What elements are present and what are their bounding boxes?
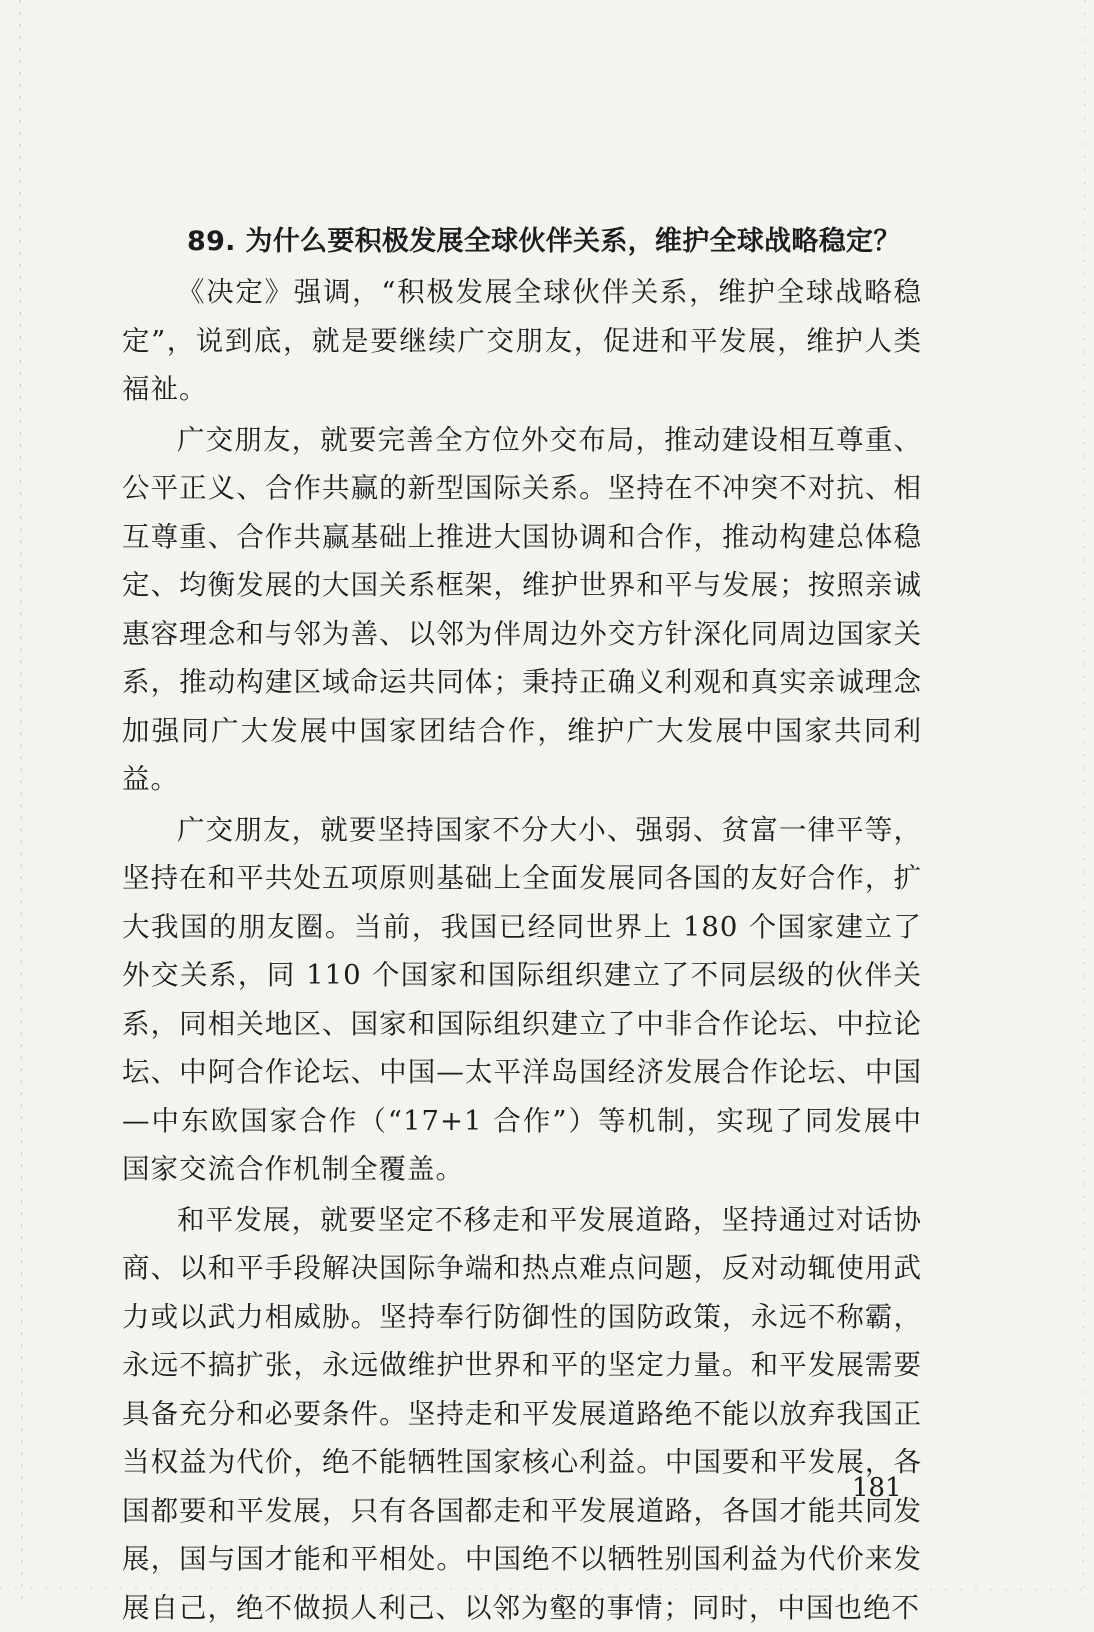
paragraph-2: 广交朋友，就要完善全方位外交布局，推动建设相互尊重、公平正义、合作共赢的新型国际关系。坚持在不冲突不对抗、相互尊重、合作共赢基础上推进大国协调和合作，推动构建总体稳定、均衡发展的大国关系框架，维护世界和平与发展；按照亲诚惠容理念和与邻为善、以邻为伴周边外交方针深化同周边国家关系，推动构建区域命运共同体；秉持正确义利观和真实亲诚理念加强同广大发展中国家团结合作，维护广大发展中国家共同利益。: [122, 416, 922, 804]
paragraph-4: 和平发展，就要坚定不移走和平发展道路，坚持通过对话协商、以和平手段解决国际争端和热点难点问题，反对动辄使用武力或以武力相威胁。坚持奉行防御性的国防政策，永远不称霸，永远不搞扩张，永远做维护世界和平的坚定力量。和平发展需要具备充分和必要条件。坚持走和平发展道路绝不能以放弃我国正当权益为代价，绝不能牺牲国家核心利益。中国要和平发展，各国都要和平发展，只有各国都走和平发展道路，各国才能共同发展，国与国才能和平相处。中国绝不以牺牲别国利益为代价来发展自己，绝不做损人利己、以邻为壑的事情；同时，中国也绝不: [122, 1196, 922, 1632]
paragraph-1: 《决定》强调，“积极发展全球伙伴关系，维护全球战略稳定”，说到底，就是要继续广交朋友，促进和平发展，维护人类福祉。: [122, 268, 922, 414]
section-heading: 89. 为什么要积极发展全球伙伴关系，维护全球战略稳定？: [187, 216, 922, 268]
paragraph-3: 广交朋友，就要坚持国家不分大小、强弱、贫富一律平等，坚持在和平共处五项原则基础上全面发展同各国的友好合作，扩大我国的朋友圈。当前，我国已经同世界上 180 个国家建立了外交关系，同 110 个国家和国际组织建立了不同层级的伙伴关系，同相关地区、国家和国际组织建立了中非合作论坛、中拉论坛、中阿合作论坛、中国—太平洋岛国经济发展合作论坛、中国—中东欧国家合作（“17+1 合作”）等机制，实现了同发展中国家交流合作机制全覆盖。: [122, 806, 922, 1194]
page-number: 181: [852, 1473, 902, 1503]
page-content: [122, 216, 922, 1632]
